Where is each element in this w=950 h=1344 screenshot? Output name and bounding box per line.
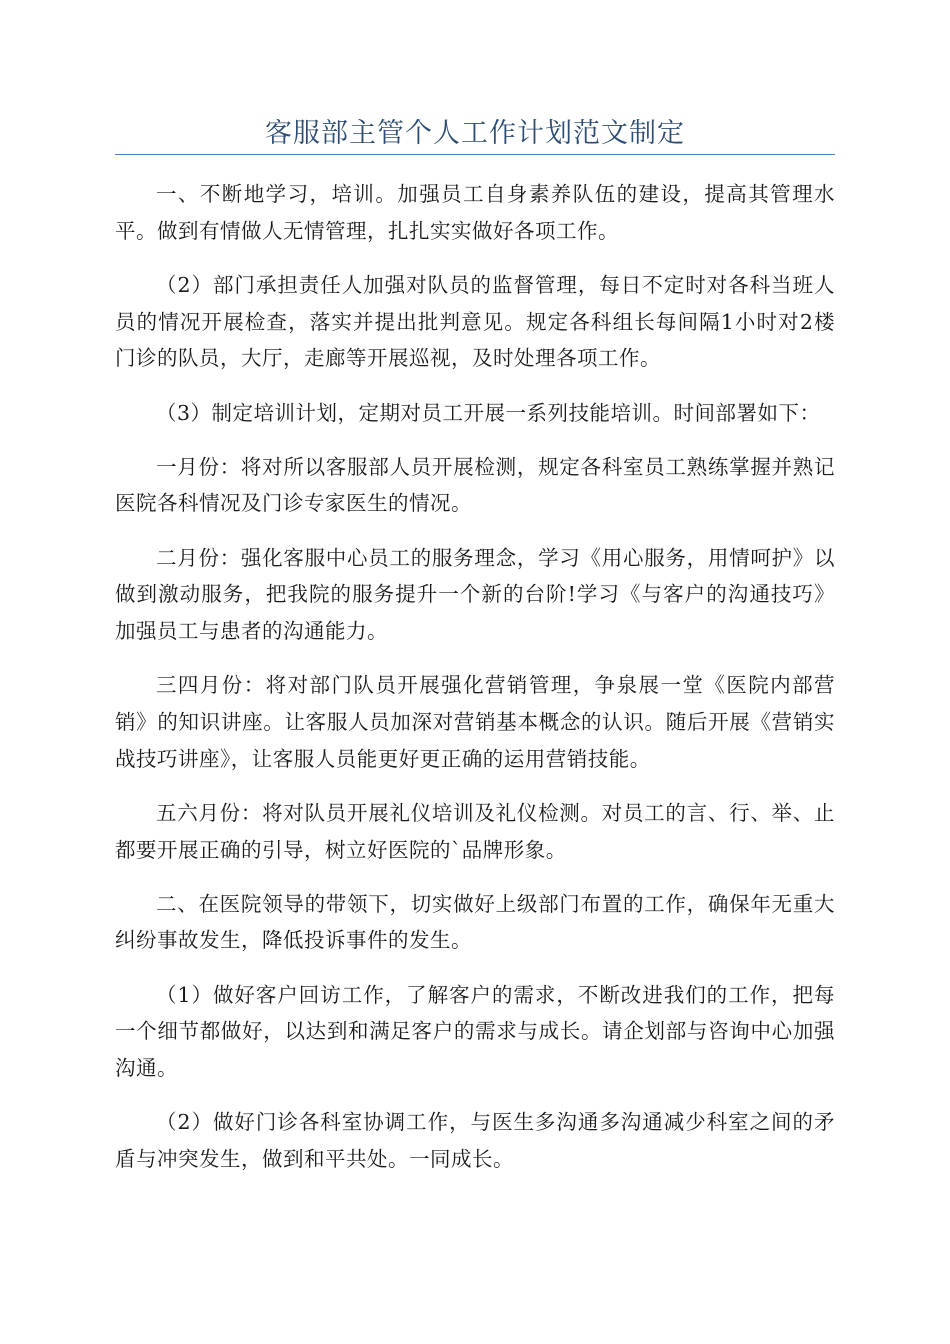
paragraph: 一、不断地学习，培训。加强员工自身素养队伍的建设，提高其管理水平。做到有情做人无情管理，扎扎实实做好各项工作。 bbox=[115, 182, 835, 243]
paragraph: （1）做好客户回访工作，了解客户的需求，不断改进我们的工作，把每一个细节都做好，以达到和满足客户的需求与成长。请企划部与咨询中心加强沟通。 bbox=[115, 982, 835, 1081]
paragraph: （2）部门承担责任人加强对队员的监督管理，每日不定时对各科当班人员的情况开展检查，落实并提出批判意见。规定各科组长每间隔1小时对2楼门诊的队员，大厅，走廊等开展巡视，及时处理各项工作。 bbox=[115, 272, 835, 371]
paragraph: 一月份：将对所以客服部人员开展检测，规定各科室员工熟练掌握并熟记医院各科情况及门诊专家医生的情况。 bbox=[115, 454, 835, 516]
document-body bbox=[115, 176, 835, 1195]
title-underline bbox=[115, 154, 835, 155]
paragraph: 二、在医院领导的带领下，切实做好上级部门布置的工作，确保年无重大纠纷事故发生，降低投诉事件的发生。 bbox=[115, 891, 835, 953]
paragraph: 二月份：强化客服中心员工的服务理念，学习《用心服务，用情呵护》以做到激动服务，把我院的服务提升一个新的台阶!学习《与客户的沟通技巧》加强员工与患者的沟通能力。 bbox=[115, 545, 835, 644]
document-title: 客服部主管个人工作计划范文制定 bbox=[265, 118, 685, 149]
paragraph: （2）做好门诊各科室协调工作，与医生多沟通多沟通减少科室之间的矛盾与冲突发生，做到和平共处。一同成长。 bbox=[115, 1110, 835, 1171]
paragraph: 五六月份：将对队员开展礼仪培训及礼仪检测。对员工的言、行、举、止都要开展正确的引导，树立好医院的`品牌形象。 bbox=[115, 800, 835, 862]
paragraph: （3）制定培训计划，定期对员工开展一系列技能培训。时间部署如下： bbox=[156, 400, 821, 425]
paragraph: 三四月份：将对部门队员开展强化营销管理，争泉展一堂《医院内部营销》的知识讲座。让客服人员加深对营销基本概念的认识。随后开展《营销实战技巧讲座》，让客服人员能更好更正确的运用营销技能。 bbox=[115, 673, 835, 771]
